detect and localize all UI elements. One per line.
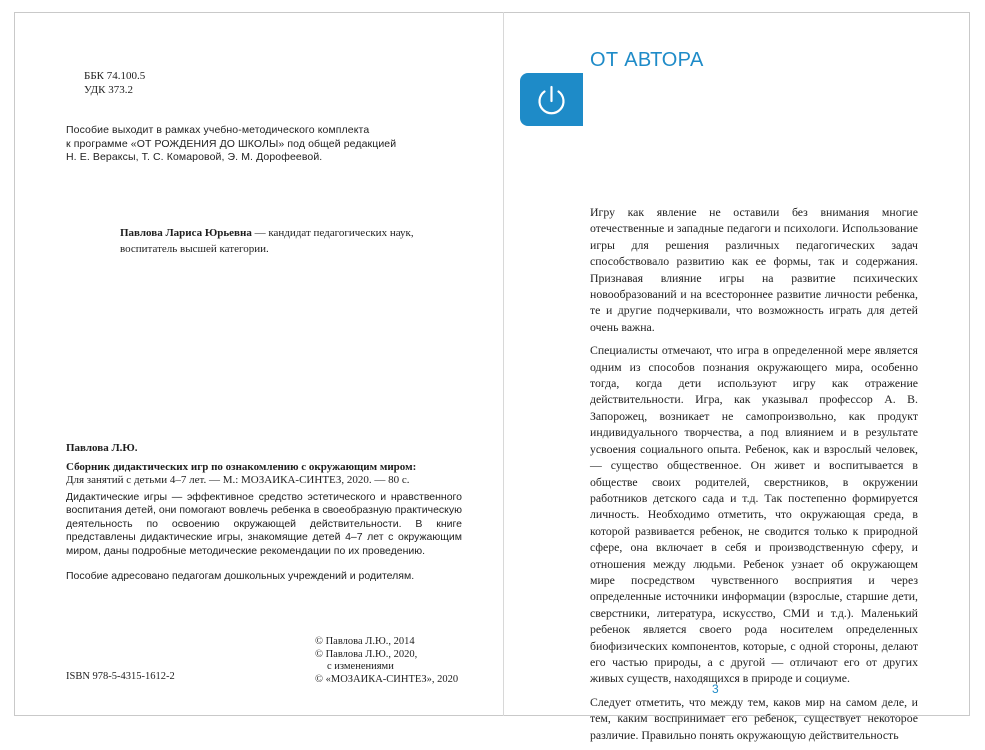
annotation: Дидактические игры — эффективное средство эстетического и нравственного воспитания детей, они помогают вовлечь ребенка в своеобразную практическую деятельность по освоению окружающей действительности. В книге представлены дидактические игры, знакомящие детей 4–7 лет с окружающим миром, даны подробные методические рекомендации по их проведению. xyxy=(66,491,462,557)
series-line: к программе «ОТ РОЖДЕНИЯ ДО ШКОЛЫ» под общей редакцией xyxy=(66,137,397,150)
copyright-line: © Павлова Л.Ю., 2020, xyxy=(315,648,418,660)
section-heading: ОТ АВТОРА xyxy=(590,49,704,71)
author-name: Павлова Лариса Юрьевна xyxy=(120,227,252,239)
biblio-title: Сборник дидактических игр по ознакомлению с окружающим миром: xyxy=(66,460,417,473)
bibliographic-record xyxy=(66,442,466,488)
author-note xyxy=(120,226,465,257)
copyright-line: © «МОЗАИКА-СИНТЕЗ», 2020 xyxy=(315,673,459,685)
series-line: Н. Е. Вераксы, Т. С. Комаровой, Э. М. Дорофеевой. xyxy=(66,151,323,164)
classification-codes xyxy=(84,70,145,97)
bbk-code: ББК 74.100.5 xyxy=(84,70,146,82)
biblio-author: Павлова Л.Ю. xyxy=(66,442,138,454)
biblio-details: Для занятий с детьми 4–7 лет. — М.: МОЗАИКА-СИНТЕЗ, 2020. — 80 с. xyxy=(66,474,410,487)
copyright-line: © Павлова Л.Ю., 2014 xyxy=(315,636,415,647)
isbn: ISBN 978-5-4315-1612-2 xyxy=(66,671,175,682)
page-number: 3 xyxy=(712,682,719,696)
paragraph: Следует отметить, что между тем, каков мир на самом деле, и тем, каким воспринимает его ребенок, существует некоторое различие. Правильно понять окружающую действительность xyxy=(590,694,918,742)
copyright-block xyxy=(315,636,458,686)
audience-note: Пособие адресовано педагогам дошкольных учреждений и родителям. xyxy=(66,570,415,582)
copyright-line: с изменениями xyxy=(327,661,394,673)
series-note xyxy=(66,124,446,165)
main-text xyxy=(590,204,918,750)
section-icon-tab xyxy=(520,73,583,126)
paragraph: Специалисты отмечают, что игра в определенной мере является одним из способов познания окружающего мира, особенно тогда, когда дети используют игру как отражение действительности. Игра, как указывал профессор А. В. Запорожец, возникает не самопроизвольно, как продукт индивидуального творчества, а под влиянием и в результате усвоения социального опыта. Ребенок, как и взрослый человек, — существо общественное. Он живет и воспитывается в обществе своих родителей, сверстников, в окружении работников детского сада и т.д. Так постепенно формируется личность. Необходимо отметить, что окружающая среда, в которой развивается ребенок, не сводится только к природной сфере, она включает в себя и производственную сферу, и отношения между людьми. Ребенок узнает об окружающем мире посредством чувственного восприятия и через определенные источники информации (взрослые, старшие дети, сверстники, литература, искусство, СМИ и т.д.). Маленький ребенок является своего рода носителем определенных биофизических компонентов, которые, с одной стороны, делают его частью природы, а с другой — отличают его от других живых существ, находящихся в природе и социуме. xyxy=(590,343,918,686)
series-line: Пособие выходит в рамках учебно-методического комплекта xyxy=(66,124,370,136)
page-fold xyxy=(503,12,504,716)
author-description: — кандидат педагогических наук, воспитатель высшей категории. xyxy=(120,227,414,255)
paragraph: Игру как явление не оставили без внимания многие отечественные и западные педагоги и психологи. Использование игры для решения различных педагогических задач способствовало развитию как ее формы, так и содержания. Признавая влияние игры на развитие психических новообразований и на всестороннее развитие личности ребенка, те и другие подчеркивали, что возможность играть для детей очень важна. xyxy=(590,205,918,334)
power-icon xyxy=(520,73,583,126)
udk-code: УДК 373.2 xyxy=(84,83,134,96)
